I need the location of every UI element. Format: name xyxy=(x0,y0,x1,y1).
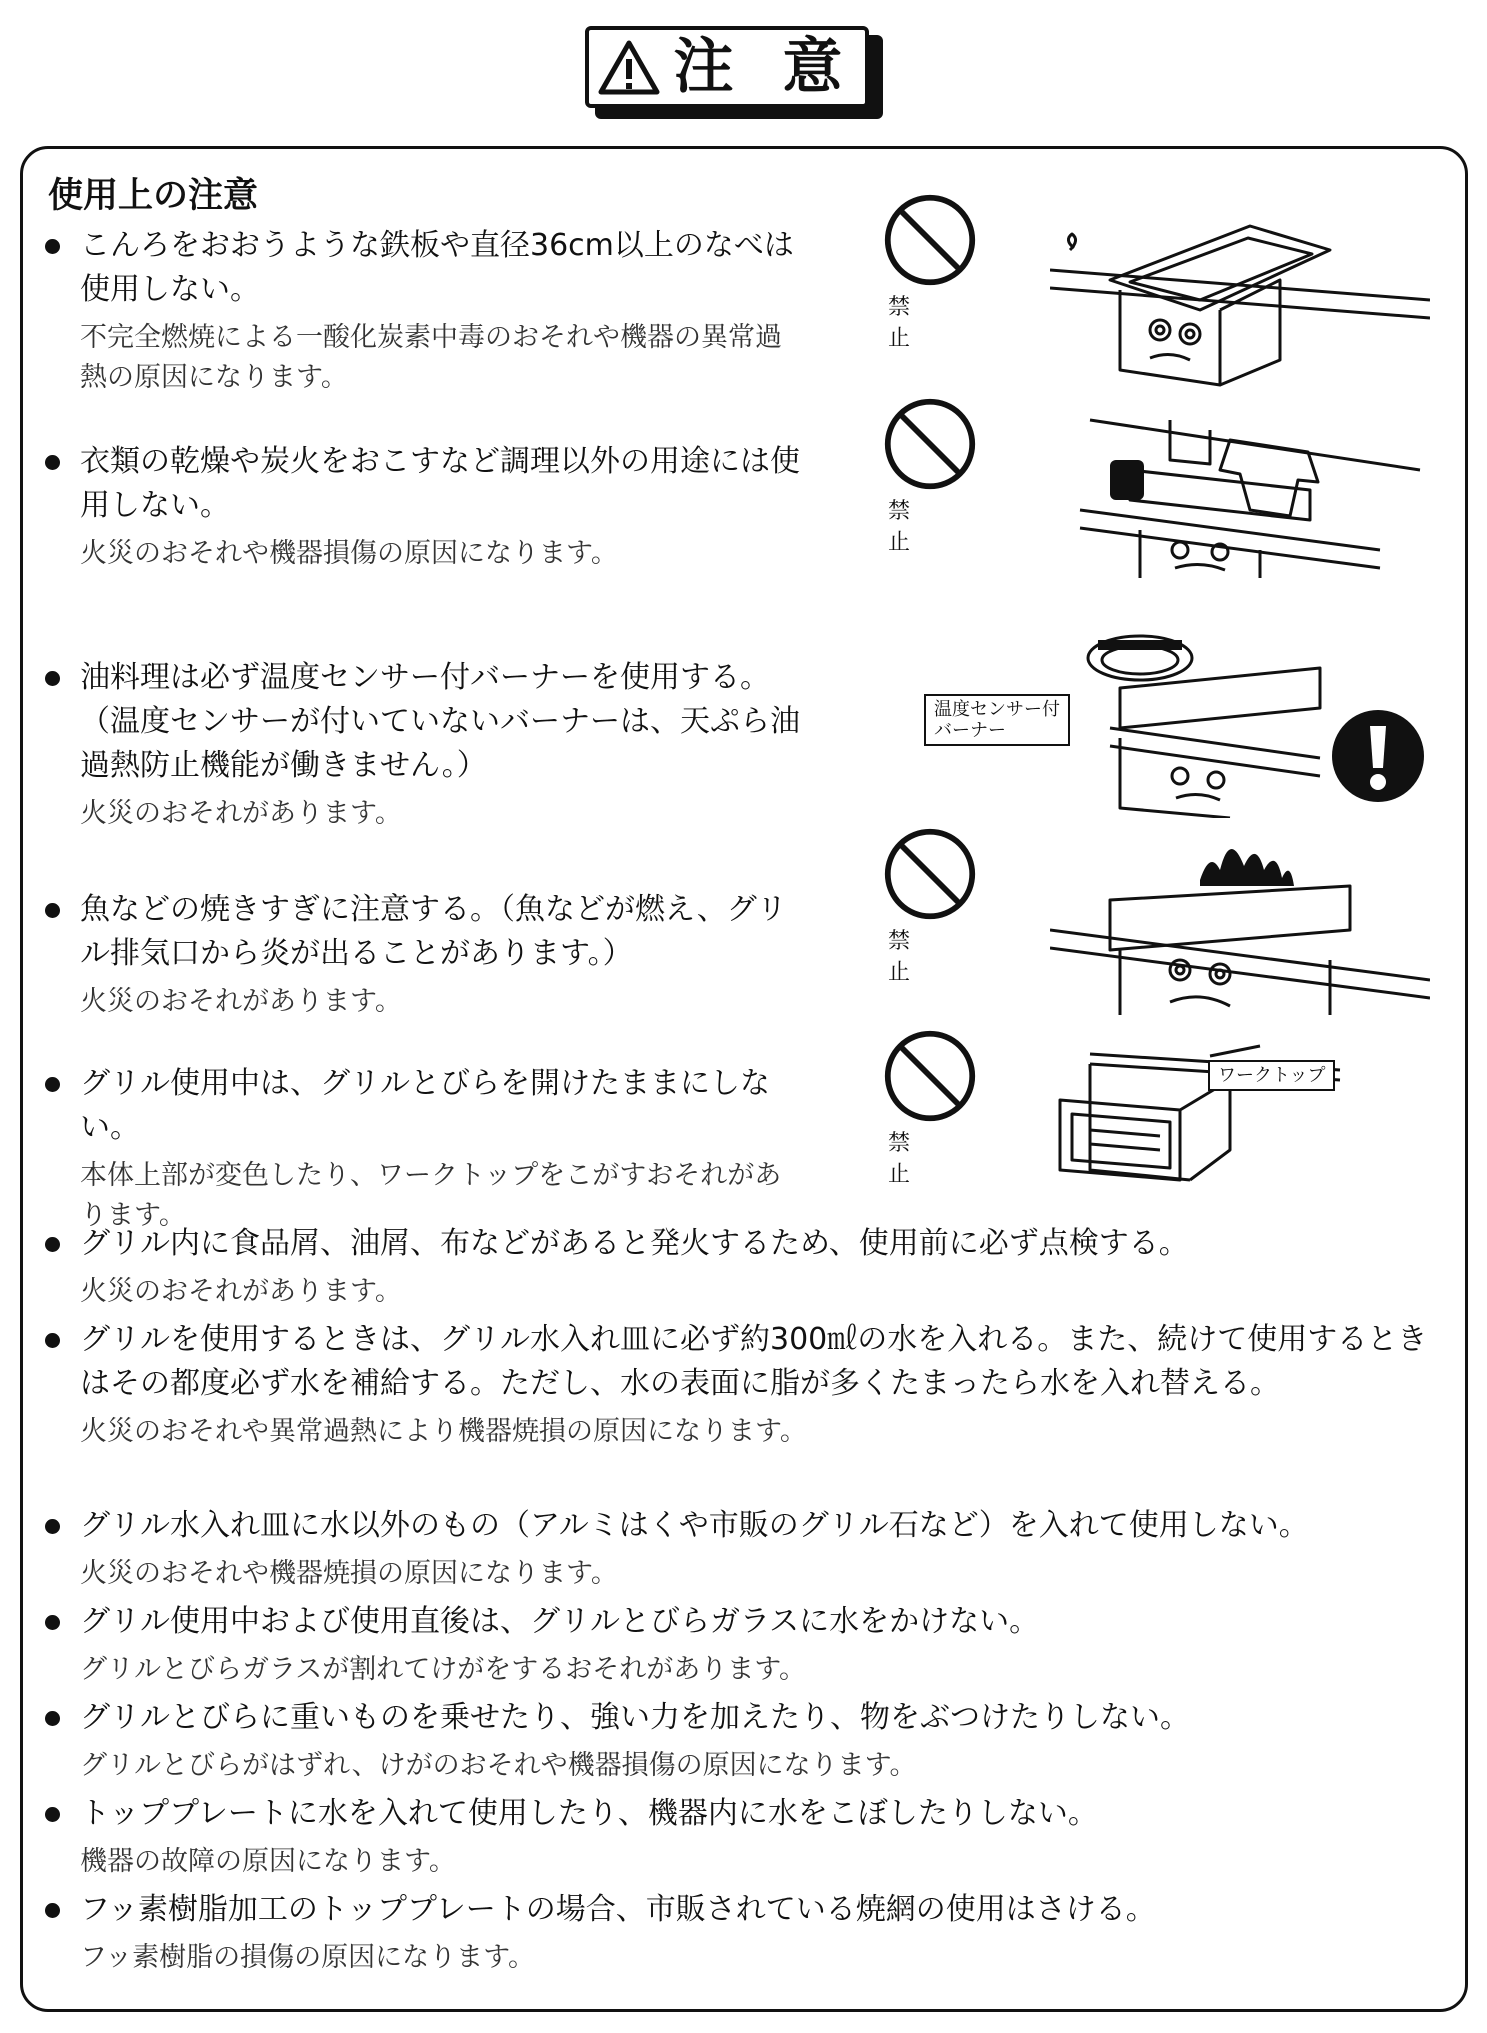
item-note: 火災のおそれがあります。 xyxy=(80,986,402,1017)
prohibit-label: 禁 止 xyxy=(888,929,955,985)
prohibit-mark-4 xyxy=(880,1028,980,1188)
caution-item-2 xyxy=(40,440,800,574)
caution-item-9 xyxy=(40,1600,1440,1690)
item-main: トッププレートに水を入れて使用したり、機器内に水をこぼしたりしない。 xyxy=(40,1792,1440,1836)
warning-triangle-icon xyxy=(598,39,660,95)
caution-item-8 xyxy=(40,1504,1440,1594)
item-main: 油料理は必ず温度センサー付バーナーを使用する。（温度センサーが付いていないバーナーは、天ぷら油過熱防止機能が働きません。） xyxy=(40,656,800,788)
item-main: グリルを使用するときは、グリル水入れ皿に必ず約300㎖の水を入れる。また、続けて使用するときはその都度必ず水を補給する。ただし、水の表面に脂が多くたまったら水を入れ替える。 xyxy=(40,1318,1440,1406)
illustration-drying-clothes xyxy=(1050,400,1430,580)
caution-item-5 xyxy=(40,1062,800,1236)
illustration-temp-sensor-burner xyxy=(1070,628,1330,818)
item-note: 本体上部が変色したり、ワークトップをこがすおそれがあります。 xyxy=(80,1160,782,1231)
item-note: 機器の故障の原因になります。 xyxy=(80,1846,456,1877)
prohibited-icon xyxy=(882,1028,978,1124)
item-note: グリルとびらガラスが割れてけがをするおそれがあります。 xyxy=(80,1654,807,1685)
item-main: グリル使用中は、グリルとびらを開けたままにしない。 xyxy=(40,1062,800,1150)
caution-item-4 xyxy=(40,888,800,1022)
item-main: 衣類の乾燥や炭火をおこすなど調理以外の用途には使用しない。 xyxy=(40,440,800,528)
item-note: 火災のおそれがあります。 xyxy=(80,1276,402,1307)
caution-header xyxy=(585,26,885,122)
prohibit-label: 禁 止 xyxy=(888,499,955,555)
caution-item-6 xyxy=(40,1222,1440,1312)
item-main: グリル水入れ皿に水以外のもの（アルミはくや市販のグリル石など）を入れて使用しない。 xyxy=(40,1504,1440,1548)
caution-item-11 xyxy=(40,1792,1440,1882)
illustration-oversized-pan xyxy=(1050,210,1430,390)
prohibit-mark-1 xyxy=(880,192,980,352)
caution-item-7 xyxy=(40,1318,1440,1452)
item-main: 魚などの焼きすぎに注意する。（魚などが燃え、グリル排気口から炎が出ることがあります。） xyxy=(40,888,800,976)
item-note: 火災のおそれや機器焼損の原因になります。 xyxy=(80,1558,618,1589)
temp-sensor-callout: 温度センサー付 バーナー xyxy=(924,694,1070,746)
prohibit-mark-2 xyxy=(880,396,980,556)
section-title: 使用上の注意 xyxy=(48,176,259,216)
prohibit-label: 禁 止 xyxy=(888,295,955,351)
item-note: 火災のおそれがあります。 xyxy=(80,798,402,829)
prohibit-label: 禁 止 xyxy=(888,1131,955,1187)
caution-item-3 xyxy=(40,656,800,834)
caution-item-12 xyxy=(40,1888,1440,1978)
prohibited-icon xyxy=(882,826,978,922)
item-note: 火災のおそれや異常過熱により機器焼損の原因になります。 xyxy=(80,1416,807,1447)
header-title: 注 意 xyxy=(673,32,857,102)
item-main: グリル使用中および使用直後は、グリルとびらガラスに水をかけない。 xyxy=(40,1600,1440,1644)
caution-item-10 xyxy=(40,1696,1440,1786)
prohibited-icon xyxy=(882,396,978,492)
item-main: こんろをおおうような鉄板や直径36cm以上のなべは使用しない。 xyxy=(40,224,800,312)
header-box xyxy=(585,26,869,108)
item-note: 火災のおそれや機器損傷の原因になります。 xyxy=(80,538,618,569)
item-main: グリルとびらに重いものを乗せたり、強い力を加えたり、物をぶつけたりしない。 xyxy=(40,1696,1440,1740)
worktop-callout: ワークトップ xyxy=(1208,1060,1335,1091)
item-note: フッ素樹脂の損傷の原因になります。 xyxy=(80,1942,535,1973)
illustration-grill-flames xyxy=(1050,830,1430,1020)
prohibit-mark-3 xyxy=(880,826,980,986)
item-main: フッ素樹脂加工のトッププレートの場合、市販されている焼網の使用はさける。 xyxy=(40,1888,1440,1932)
item-note: グリルとびらがはずれ、けがのおそれや機器損傷の原因になります。 xyxy=(80,1750,917,1781)
item-note: 不完全燃焼による一酸化炭素中毒のおそれや機器の異常過熱の原因になります。 xyxy=(80,322,782,393)
exclamation-circle-icon xyxy=(1330,708,1426,804)
caution-item-1 xyxy=(40,224,800,398)
prohibited-icon xyxy=(882,192,978,288)
item-main: グリル内に食品屑、油屑、布などがあると発火するため、使用前に必ず点検する。 xyxy=(40,1222,1440,1266)
